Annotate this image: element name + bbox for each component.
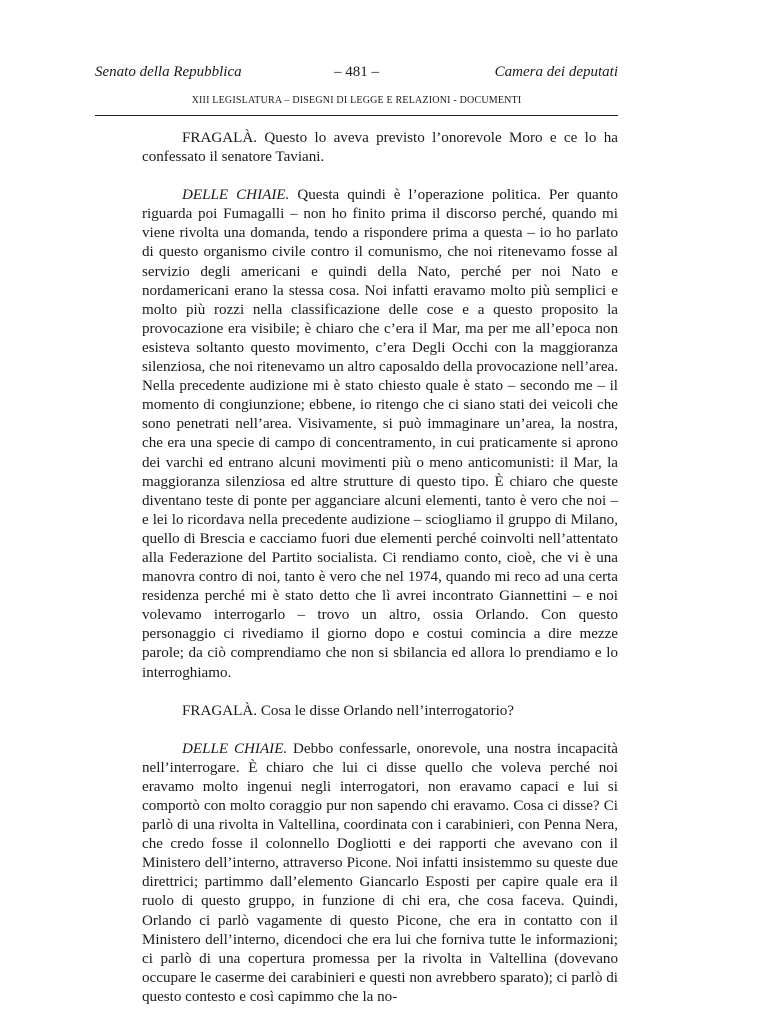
paragraph [142, 186, 618, 682]
paragraph [142, 702, 618, 721]
legislature-subtitle: XIII LEGISLATURA – DISEGNI DI LEGGE E RELAZIONI - DOCUMENTI [191, 95, 522, 106]
header-divider [95, 115, 618, 116]
page-number: – 481 – [334, 64, 379, 80]
speaker-name: DELLE CHIAIE. [182, 187, 290, 204]
paragraph-text: Debbo confessarle, onorevole, una nostra incapacità nell’interrogare. È chiaro che lui ci disse quello che voleva perché noi eravamo molto ingenui negli interrogatori, non eravamo capaci e lui si comportò con molto coraggio pur non sapendo chi eravamo. Cosa ci disse? Ci parlò di una rivolta in Valtellina, coordinata con i carabinieri, con Penna Nera, che credo fosse il colonnello Dogliotti e dei rapporti che avevano con il Ministero dell’interno, attraverso Picone. Noi infatti insistemmo su queste due direttrici; partimmo dall’elemento Giancarlo Esposti per capire quale era il ruolo di questo gruppo, in funzione di chi era, che cosa faceva. Quindi, Orlando ci parlò vagamente di questo Picone, che era in contatto con il Ministero dell’interno, dicendoci che era lui che forniva tutte le informazioni; ci parlò di una copertura promessa per la rivolta in Valtellina (dovevano occupare le caserme dei carabinieri e questi non avrebbero sparato); ci parlò di questo contesto e così capimmo che la no- [142, 740, 618, 1005]
header-chamber: Camera dei deputati [494, 64, 618, 80]
paragraph-text: Questo lo aveva previsto l’onorevole Moro e ce lo ha confessato il senatore Taviani. [142, 130, 618, 166]
paragraph-text: Cosa le disse Orlando nell’interrogatorio? [260, 702, 515, 719]
paragraph [142, 129, 618, 167]
paragraph [142, 740, 618, 1007]
speaker-name: DELLE CHIAIE. [182, 740, 288, 757]
paragraph-text: Questa quindi è l’operazione politica. Per quanto riguarda poi Fumagalli – non ho finito prima il discorso perché, quando mi viene rivolta una domanda, tendo a rispondere prima a questa – io ho parlato di questo organismo civile contro il comunismo, che noi ritenevamo fosse al servizio degli americani e quindi della Nato, perché per noi Nato e nordamericani erano la stessa cosa. Noi infatti eravamo molto più semplici e molto più rozzi nella classificazione delle cose e a questo proposito la provocazione era visibile; è chiaro che c’era il Mar, ma per me all’epoca non esisteva soltanto questo movimento, c’era Degli Occhi con la maggioranza silenziosa, che noi ritenevamo un altro caposaldo della provocazione nell’area. Nella precedente audizione mi è stato chiesto quale è stato – secondo me – il momento di congiunzione; ebbene, io ritengo che ci siano stati dei veicoli che sono penetrati nell’area. Visivamente, si può immaginare un’area, la nostra, che era una specie di campo di concentramento, in cui praticamente si aprono dei varchi ed entrano alcuni movimenti più o meno anticomunisti: il Mar, la maggioranza silenziosa ed altre strutture di questo tipo. È chiaro che queste diventano teste di ponte per agganciare alcuni elementi, tanto è vero che noi – e lei lo ricordava nella precedente audizione – sciogliamo il gruppo di Milano, quello di Brescia e cacciamo fuori due elementi perché coinvolti nell’attentato alla Federazione del Partito socialista. Ci rendiamo conto, cioè, che vi è una manovra contro di noi, tanto è vero che nel 1974, quando mi reco ad una certa residenza perché mi è stato detto che lì avrei incontrato Giannettini – e noi volevamo interrogarlo – trovo un altro, ossia Orlando. Con questo personaggio ci rivediamo il giorno dopo e costui comincia a dire mezze parole; da ciò comprendiamo che non si sbilancia ed allora lo prendiamo e lo interroghiamo. [142, 187, 619, 681]
page-header [95, 64, 618, 86]
speaker-name: FRAGALÀ. [182, 702, 258, 719]
speaker-name: FRAGALÀ. [182, 130, 258, 146]
header-senate: Senato della Repubblica [95, 64, 242, 80]
document-body [142, 129, 618, 1026]
